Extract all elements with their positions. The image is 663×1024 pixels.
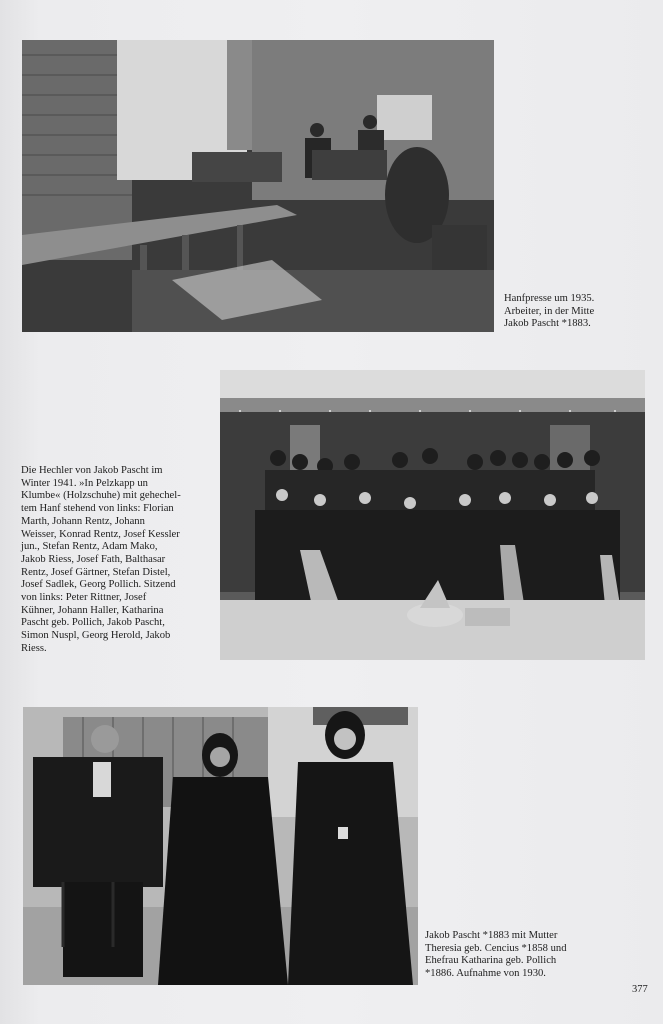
hecheler-caption: Die Hechler von Jakob Pascht im Winter 1941. »In Pelzkapp un Klumbe« (Holzschuhe) mit gehechel- tem Hanf stehend von links: Florian Marth, Johann Rentz, Johann Weisser, Konrad Rentz, Josef Kessler jun., Stefan Rentz, Adam Mako, Jakob Riess, Josef Fath, Balthasar Rentz, Josef Gärtner, Stefan Distel, Josef Sadlek, Georg Pollich. Sitzend von links: Peter Rittner, Josef Kühner, Johann Haller, Katharina Pascht geb. Pollich, Jakob Pascht, Simon Nuspl, Georg Herold, Jakob Riess. [21, 465, 181, 654]
hemp-press-photo [22, 40, 494, 332]
page-number: 377 [632, 984, 648, 995]
family-portrait-caption: Jakob Pascht *1883 mit Mutter Theresia geb. Cencius *1858 und Ehefrau Katharina geb. Pollich *1886. Aufnahme von 1930. [425, 930, 567, 980]
family-portrait-photo [23, 707, 418, 985]
hecheler-group-photo [220, 370, 645, 660]
hemp-press-caption: Hanfpresse um 1935. Arbeiter, in der Mitte Jakob Pascht *1883. [504, 293, 595, 330]
